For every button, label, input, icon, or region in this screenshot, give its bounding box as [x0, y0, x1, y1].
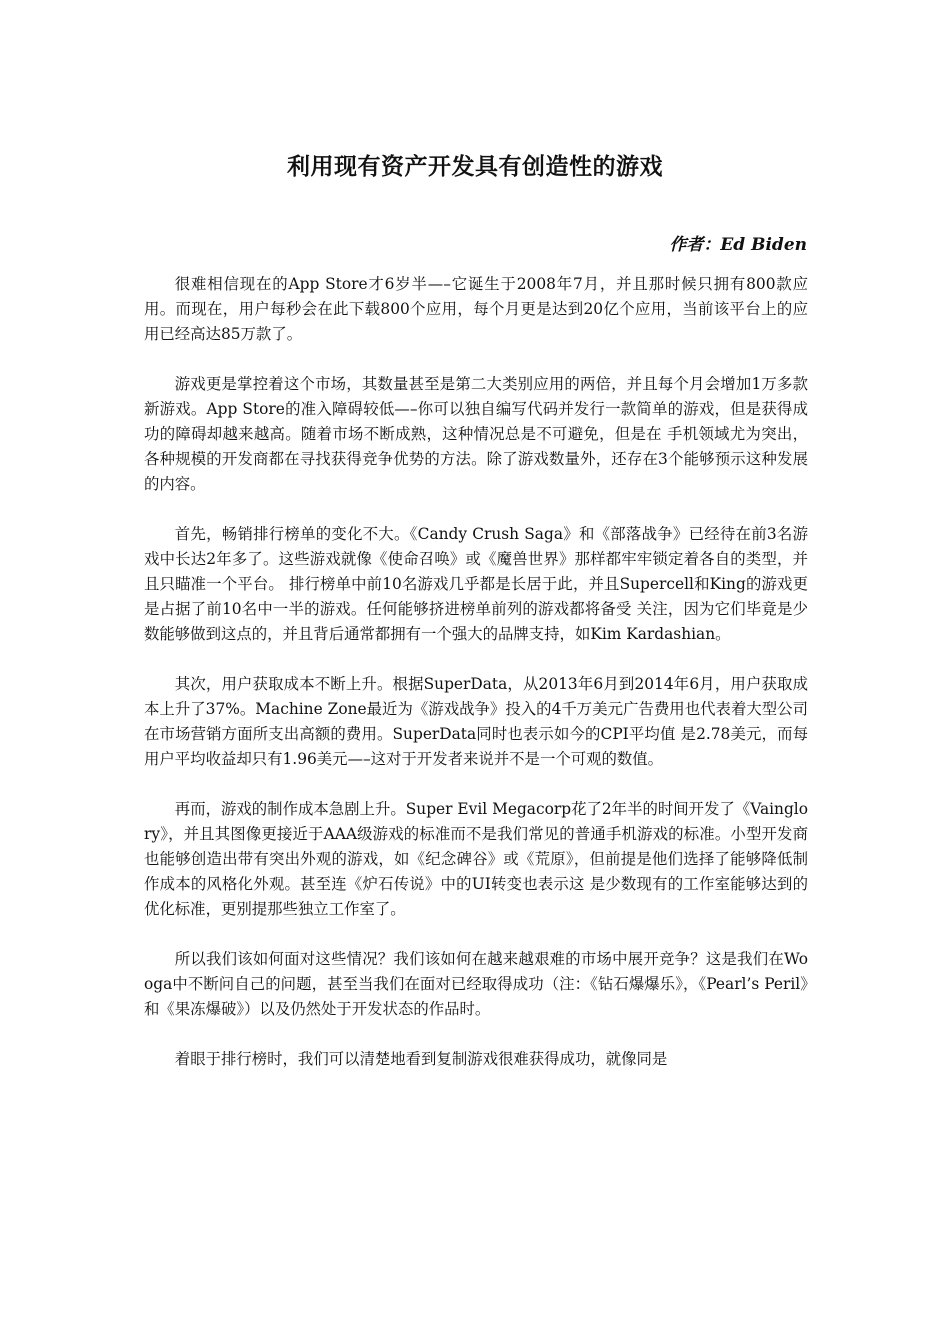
- article-body: [144, 272, 808, 1097]
- paragraph: 所以我们该如何面对这些情况？我们该如何在越来越艰难的市场中展开竞争？这是我们在Wooga中不断问自己的问题，甚至当我们在面对已经取得成功（注：《钻石爆爆乐》，《Pearl’s Peril》和《果冻爆破》）以及仍然处于开发状态的作品时。: [144, 950, 808, 1018]
- paragraph: 首先，畅销排行榜单的变化不大。《Candy Crush Saga》和《部落战争》已经待在前3名游戏中长达2年多了。这些游戏就像《使命召唤》或《魔兽世界》那样都牢牢锁定着各自的类型，并且只瞄准一个平台。 排行榜单中前10名游戏几乎都是长居于此，并且Supercell和King的游戏更是占据了前10名中一半的游戏。任何能够挤进榜单前列的游戏都将备受 关注，因为它们毕竟是少数能够做到这点的，并且背后通常都拥有一个强大的品牌支持，如Kim Kardashian。: [144, 525, 808, 643]
- paragraph: 很难相信现在的App Store才6岁半—–它诞生于2008年7月，并且那时候只拥有800款应用。而现在，用户每秒会在此下载800个应用，每个月更是达到20亿个应用，当前该平台上的应用已经高达85万款了。: [144, 275, 808, 343]
- document-title: 利用现有资产开发具有创造性的游戏: [287, 154, 663, 180]
- paragraph: 游戏更是掌控着这个市场，其数量甚至是第二大类别应用的两倍，并且每个月会增加1万多款新游戏。App Store的准入障碍较低—–你可以独自编写代码并发行一款简单的游戏，但是获得成功的障碍却越来越高。随着市场不断成熟，这种情况总是不可避免，但是在 手机领域尤为突出，各种规模的开发商都在寻找获得竞争优势的方法。除了游戏数量外，还存在3个能够预示这种发展的内容。: [144, 375, 808, 493]
- paragraph: 着眼于排行榜时，我们可以清楚地看到复制游戏很难获得成功，就像同是: [174, 1050, 668, 1068]
- paragraph: 再而，游戏的制作成本急剧上升。Super Evil Megacorp花了2年半的时间开发了《Vainglory》，并且其图像更接近于AAA级游戏的标准而不是我们常见的普通手机游戏的标准。小型开发商 也能够创造出带有突出外观的游戏，如《纪念碑谷》或《荒原》，但前提是他们选择了能够降低制作成本的风格化外观。甚至连《炉石传说》中的UI转变也表示这 是少数现有的工作室能够达到的优化标准，更别提那些独立工作室了。: [144, 800, 808, 918]
- paragraph: 其次，用户获取成本不断上升。根据SuperData，从2013年6月到2014年6月，用户获取成本上升了37%。Machine Zone最近为《游戏战争》投入的4千万美元广告费用也代表着大型公司在市场营销方面所支出高额的费用。SuperData同时也表示如今的CPI平均值 是2.78美元，而每用户平均收益却只有1.96美元—–这对于开发者来说并不是一个可观的数值。: [144, 675, 808, 768]
- author-line: 作者：Ed Biden: [669, 235, 807, 255]
